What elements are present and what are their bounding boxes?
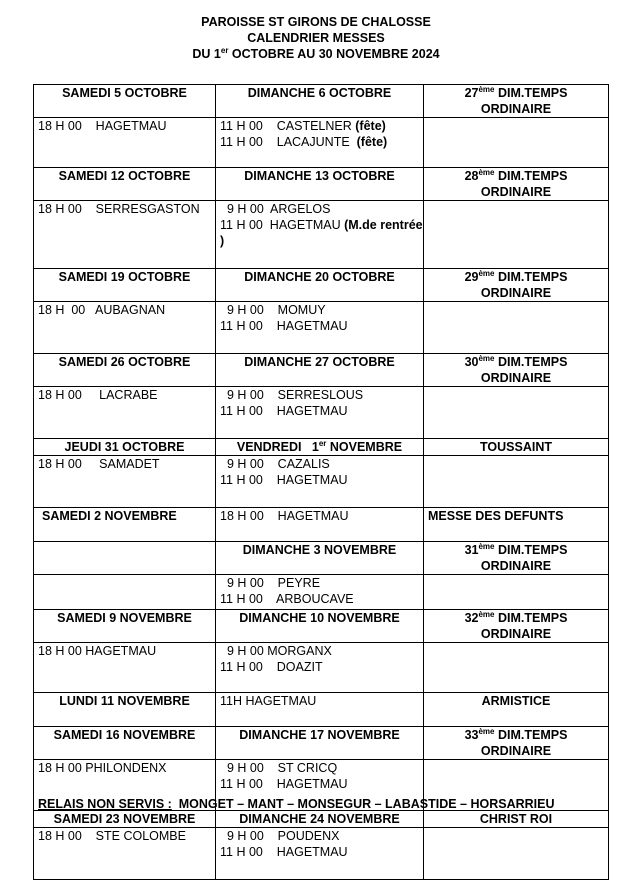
liturgical-day: 33ème DIM.TEMPS ORDINAIRE bbox=[424, 727, 609, 760]
saturday-masses: 18 H 00 SERRESGASTON bbox=[34, 201, 216, 269]
thursday-date: JEUDI 31 OCTOBRE bbox=[34, 439, 216, 456]
saturday-masses: 18 H 00 STE COLOMBE bbox=[34, 828, 216, 880]
liturgical-notes bbox=[424, 118, 609, 168]
week-header-row bbox=[34, 542, 609, 575]
single-day-row bbox=[34, 693, 609, 727]
monday-masses: 11H HAGETMAU bbox=[216, 693, 424, 727]
mass-calendar-table bbox=[33, 84, 609, 880]
week-body-row bbox=[34, 456, 609, 508]
liturgical-notes bbox=[424, 575, 609, 610]
week-body-row bbox=[34, 387, 609, 439]
saturday-date: SAMEDI 12 OCTOBRE bbox=[34, 168, 216, 201]
sunday-date: DIMANCHE 24 NOVEMBRE bbox=[216, 811, 424, 828]
liturgical-day: CHRIST ROI bbox=[424, 811, 609, 828]
relais-list: MONGET – MANT – MONSEGUR – LABASTIDE – HORSARRIEU bbox=[171, 797, 555, 811]
liturgical-notes bbox=[424, 456, 609, 508]
saturday-masses: 18 H 00 LACRABE bbox=[34, 387, 216, 439]
liturgical-notes bbox=[424, 828, 609, 880]
sunday-date: DIMANCHE 20 OCTOBRE bbox=[216, 269, 424, 302]
liturgical-day: 31ème DIM.TEMPS ORDINAIRE bbox=[424, 542, 609, 575]
sunday-masses: 9 H 00 MORGANX 11 H 00 DOAZIT bbox=[216, 643, 424, 693]
sunday-date: DIMANCHE 27 OCTOBRE bbox=[216, 354, 424, 387]
sunday-masses: 9 H 00 POUDENX 11 H 00 HAGETMAU bbox=[216, 828, 424, 880]
week-body-row bbox=[34, 828, 609, 880]
sunday-date: DIMANCHE 3 NOVEMBRE bbox=[216, 542, 424, 575]
saturday-date: SAMEDI 23 NOVEMBRE bbox=[34, 811, 216, 828]
sunday-date: DIMANCHE 6 OCTOBRE bbox=[216, 85, 424, 118]
single-day-row bbox=[34, 508, 609, 542]
document-header bbox=[0, 14, 632, 62]
week-header-row bbox=[34, 85, 609, 118]
date-range: DU 1er OCTOBRE AU 30 NOVEMBRE 2024 bbox=[192, 45, 440, 61]
liturgical-day: 30ème DIM.TEMPS ORDINAIRE bbox=[424, 354, 609, 387]
saturday-date: SAMEDI 16 NOVEMBRE bbox=[34, 727, 216, 760]
sunday-masses: 9 H 00 PEYRE 11 H 00 ARBOUCAVE bbox=[216, 575, 424, 610]
liturgical-day: 28ème DIM.TEMPS ORDINAIRE bbox=[424, 168, 609, 201]
saturday-date: SAMEDI 19 OCTOBRE bbox=[34, 269, 216, 302]
week-header-row bbox=[34, 811, 609, 828]
sunday-date: DIMANCHE 13 OCTOBRE bbox=[216, 168, 424, 201]
saturday-masses: 18 H 00 PHILONDENX bbox=[34, 760, 216, 811]
friday-masses: 9 H 00 CAZALIS 11 H 00 HAGETMAU bbox=[216, 456, 424, 508]
sunday-date: DIMANCHE 10 NOVEMBRE bbox=[216, 610, 424, 643]
parish-title: PAROISSE ST GIRONS DE CHALOSSE bbox=[201, 15, 431, 29]
saturday-date: SAMEDI 9 NOVEMBRE bbox=[34, 610, 216, 643]
liturgical-day: 32ème DIM.TEMPS ORDINAIRE bbox=[424, 610, 609, 643]
week-header-row bbox=[34, 610, 609, 643]
week-header-row bbox=[34, 168, 609, 201]
liturgical-notes bbox=[424, 201, 609, 269]
monday-date: LUNDI 11 NOVEMBRE bbox=[34, 693, 216, 727]
week-body-row bbox=[34, 302, 609, 354]
saturday-masses: 18 H 00 HAGETMAU bbox=[216, 508, 424, 542]
sunday-masses: 9 H 00 ST CRICQ 11 H 00 HAGETMAU bbox=[216, 760, 424, 811]
saturday-date: SAMEDI 2 NOVEMBRE bbox=[34, 508, 216, 542]
week-body-row bbox=[34, 118, 609, 168]
friday-date: VENDREDI 1er NOVEMBRE bbox=[216, 439, 424, 456]
week-header-row bbox=[34, 439, 609, 456]
liturgical-day: 29ème DIM.TEMPS ORDINAIRE bbox=[424, 269, 609, 302]
week-header-row bbox=[34, 727, 609, 760]
saturday-masses bbox=[34, 575, 216, 610]
sunday-masses: 9 H 00 SERRESLOUS 11 H 00 HAGETMAU bbox=[216, 387, 424, 439]
liturgical-day: 27ème DIM.TEMPS ORDINAIRE bbox=[424, 85, 609, 118]
week-header-row bbox=[34, 269, 609, 302]
liturgical-day: TOUSSAINT bbox=[424, 439, 609, 456]
saturday-date bbox=[34, 542, 216, 575]
week-header-row bbox=[34, 354, 609, 387]
week-body-row bbox=[34, 201, 609, 269]
liturgical-notes bbox=[424, 302, 609, 354]
thursday-masses: 18 H 00 SAMADET bbox=[34, 456, 216, 508]
week-body-row bbox=[34, 643, 609, 693]
footer-note bbox=[38, 797, 555, 811]
liturgical-day: MESSE DES DEFUNTS bbox=[424, 508, 609, 542]
liturgical-notes bbox=[424, 387, 609, 439]
calendar-title: CALENDRIER MESSES bbox=[247, 31, 385, 45]
liturgical-notes bbox=[424, 643, 609, 693]
sunday-date: DIMANCHE 17 NOVEMBRE bbox=[216, 727, 424, 760]
sunday-masses: 9 H 00 MOMUY 11 H 00 HAGETMAU bbox=[216, 302, 424, 354]
saturday-date: SAMEDI 5 OCTOBRE bbox=[34, 85, 216, 118]
relais-label: RELAIS NON SERVIS : bbox=[38, 797, 172, 811]
saturday-masses: 18 H 00 AUBAGNAN bbox=[34, 302, 216, 354]
saturday-masses: 18 H 00 HAGETMAU bbox=[34, 118, 216, 168]
week-body-row bbox=[34, 575, 609, 610]
liturgical-day: ARMISTICE bbox=[424, 693, 609, 727]
saturday-masses: 18 H 00 HAGETMAU bbox=[34, 643, 216, 693]
saturday-date: SAMEDI 26 OCTOBRE bbox=[34, 354, 216, 387]
sunday-masses: 11 H 00 CASTELNER (fête) 11 H 00 LACAJUNTE (fête) bbox=[216, 118, 424, 168]
sunday-masses: 9 H 00 ARGELOS 11 H 00 HAGETMAU (M.de rentrée ) bbox=[216, 201, 424, 269]
